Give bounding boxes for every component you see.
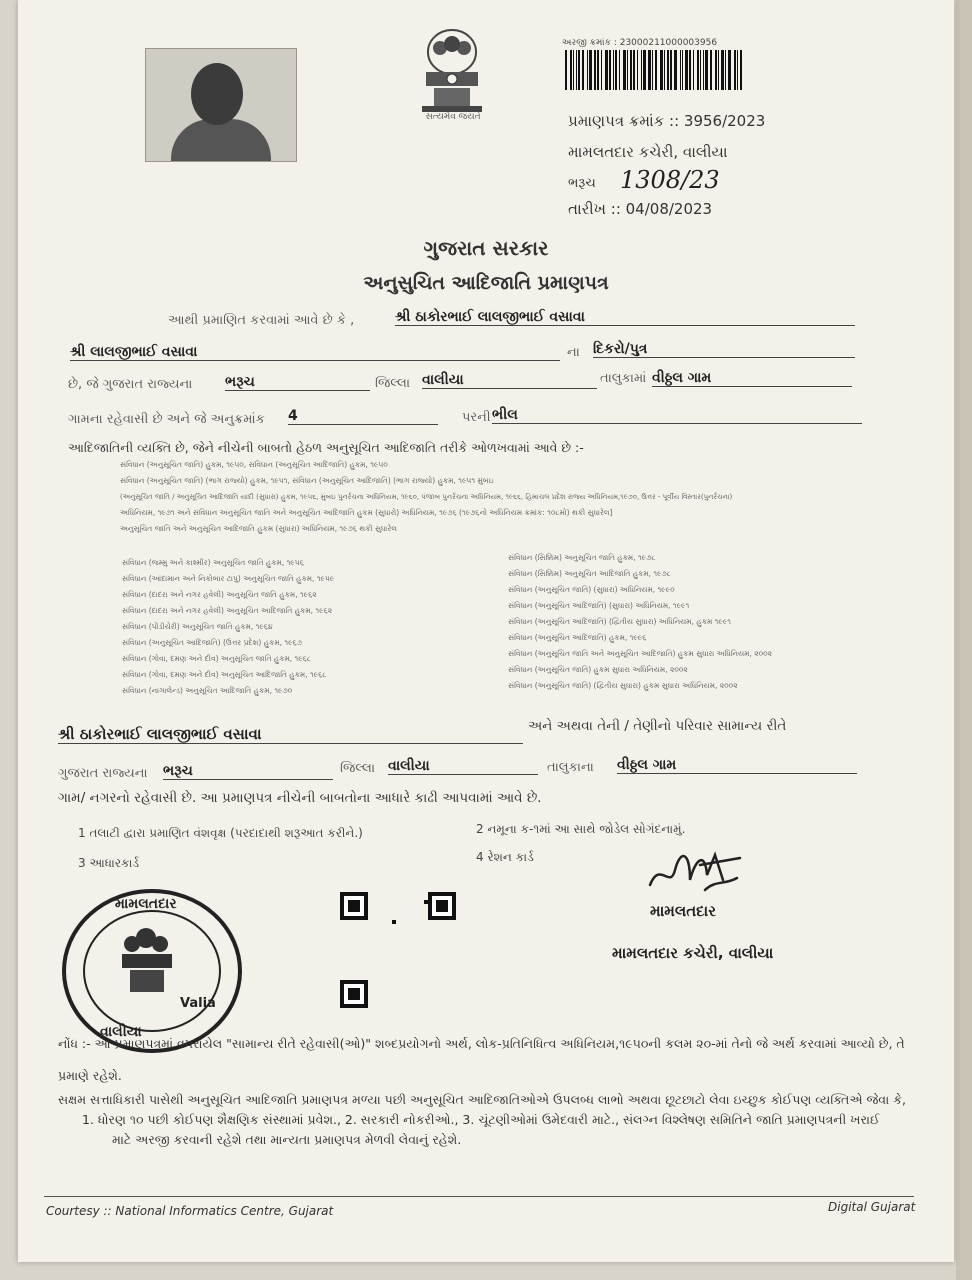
- basis-item: 2 નમૂના ક-૧માં આ સાથે જોડેલ સોગંદનામું.: [476, 822, 686, 836]
- order-item: સંવિધાન (પોંડીચેરી) અનુસૂચિત જાતિ હુકમ, ૧૯૬૪: [122, 622, 273, 631]
- district-value: ભરૂચ: [225, 374, 370, 391]
- order-item: સંવિધાન (અનુસૂચિત આદિજાતિ) (સુધારા) અધિનિયમ, ૧૯૯૧: [508, 601, 690, 610]
- qr-code: [340, 892, 460, 1012]
- background-edge: [956, 0, 972, 1280]
- certificate-date: તારીખ :: 04/08/2023: [568, 200, 713, 218]
- order-item: સંવિધાન (સિક્કિમ) અનુસૂચિત જાતિ હુકમ, ૧૯૭૮: [508, 553, 656, 562]
- order-item: સંવિધાન (અનુસૂચિત આદિજાતિ) (ઉત્તર પ્રદેશ) હુકમ, ૧૯૬૭: [122, 638, 302, 647]
- residence-name: શ્રી ઠાકોરભાઈ લાલજીભાઈ વસાવા: [58, 725, 523, 744]
- orders-left-list: [122, 555, 334, 699]
- stamp-bottom-text: વાલીયા: [100, 1024, 142, 1040]
- order-item: સંવિધાન (અનુસૂચિત જાતિ) (સુધારા) અધિનિયમ, ૧૯૯૦: [508, 585, 675, 594]
- handwritten-number: 1308/23: [620, 166, 720, 194]
- national-emblem-icon: [412, 22, 492, 122]
- note-1b: પ્રમાણે રહેશે.: [58, 1068, 122, 1083]
- footer-divider: [44, 1196, 914, 1197]
- note-2: સક્ષમ સત્તાધિકારી પાસેથી અનુસૂચિત આદિજાતિ પ્રમાણપત્ર મળ્યા પછી અનુસૂચિત આદિજાતિઓએ ઉપલબ્ધ લાભો અથવા છૂટછાટો લેવા ઇચ્છુક કોઈપણ વ્યક્તિએ જેવા કે,: [58, 1092, 906, 1107]
- bharuch-label: ભરૂચ: [568, 176, 596, 191]
- caste-label: પરની: [462, 410, 491, 425]
- order-item: સંવિધાન (નાગાલેન્ડ) અનુસૂચિત આદિજાતિ હુકમ, ૧૯૭૦: [122, 686, 293, 695]
- order-item: સંવિધાન (જમ્મુ અને કાશ્મીર) અનુસૂચિત જાતિ હુકમ, ૧૯૫૬: [122, 558, 304, 567]
- issuing-office: મામલતદાર કચેરી, વાલીયા: [568, 143, 728, 161]
- official-stamp: [60, 886, 245, 1056]
- basis-item: 4 રેશન કાર્ડ: [476, 850, 534, 864]
- order-item: સંવિધાન (આંદામાન અને નિકોબાર ટાપુ) અનુસૂચિત જાતિ હુકમ, ૧૯૫૯: [122, 574, 335, 583]
- fine-print-line: અનુસૂચિત જાતિ અને અનુસૂચિત આદિજાતિ હુકમ (સુધારા) અધિનિયમ, ૧૯૭૬ થકી સુધારેલ: [120, 524, 397, 533]
- note-4: માટે અરજી કરવાની રહેશે તથા માન્યતા પ્રમાણપત્ર મેળવી લેવાનું રહેશે.: [112, 1132, 462, 1147]
- person-name: શ્રી ઠાકોરભાઈ લાલજીભાઈ વસાવા: [395, 309, 855, 326]
- order-item: સંવિધાન (ગોવા, દમણ અને દીવ) અનુસૂચિત આદિજાતિ હુકમ, ૧૯૬૮: [122, 670, 327, 679]
- signatory-office: મામલતદાર કચેરી, વાલીયા: [612, 944, 774, 962]
- emblem-caption: સત્યમેવ જયતે: [425, 112, 481, 122]
- taluka-label: તાલુકામાં: [600, 371, 647, 386]
- residence-district-label: જિલ્લા: [340, 761, 376, 776]
- residence-district: ભરૂચ: [163, 763, 333, 780]
- order-item: સંવિધાન (દાદરા અને નગર હવેલી) અનુસૂચિત જાતિ હુકમ, ૧૯૬૨: [122, 590, 317, 599]
- fine-print-line: અધિનિયમ, ૧૯૭૧ અને સંવિધાન અનુસૂચિત જાતિ અને અનુસૂચિત આદિજાતિ હુકમ (સુધારો) અધિનિયમ, ૧૯૭૬ (૧૯૭૬નો અધિનિયમ ક્રમાંક: ૧૦૮મો) થકી સુધારેલ]: [120, 508, 613, 517]
- note-1: નોંધ :- આ પ્રમાણપત્રમાં વપરાયેલ "સામાન્ય રીતે રહેવાસી(ઓ)" શબ્દપ્રયોગનો અર્થ, લોક-પ્રતિનિધિત્વ અધિનિયમ,૧૯૫૦ની કલમ ૨૦-માં તેનો જે અર્થ કરવામાં આવ્યો છે, તે: [58, 1036, 905, 1051]
- family-text: અને અથવા તેની / તેણીનો પરિવાર સામાન્ય રીતે: [528, 718, 787, 734]
- order-item: સંવિધાન (અનુસૂચિત જાતિ અને અનુસૂચિત આદિજાતિ) હુકમ સુધારા અધિનિયમ, ૨૦૦૨: [508, 649, 773, 658]
- fine-print-line: સંવિધાન (અનુસૂચિત જાતિ) (ભાગ રાજ્યો) હુકમ, ૧૯૫૧, સંવિધાન (અનુસૂચિત આદિજાતિ) (ભાગ રાજ્યો) હુકમ, ૧૯૫૧ મુંબઇ: [120, 476, 494, 485]
- district-label: જિલ્લા: [375, 376, 411, 391]
- certificate-number: પ્રમાણપત્ર ક્રમાંક :: 3956/2023: [568, 112, 766, 130]
- stamp-side-text: Valia: [180, 996, 216, 1011]
- father-name: શ્રી લાલજીભાઈ વસાવા: [70, 344, 560, 361]
- serial-no: 4: [288, 408, 438, 425]
- tribe-text: આદિજાતિની વ્યક્તિ છે, જેને નીચેની બાબતો હેઠળ અનુસૂચિત આદિજાતિ તરીકે ઓળખવામાં આવે છે :-: [68, 440, 584, 455]
- order-item: સંવિધાન (અનુસૂચિત જાતિ) (દ્વિતીય સુધારા) હુકમ સુધારા અધિનિયમ, ૨૦૦૨: [508, 681, 738, 690]
- fine-print-line: સંવિધાન (અનુસૂચિત જાતિ) હુકમ, ૧૯૫૦, સંવિધાન (અનુસૂચિત આદિજાતિ) હુકમ, ૧૯૫૦: [120, 460, 388, 469]
- footer-courtesy: Courtesy :: National Informatics Centre, Gujarat: [46, 1204, 334, 1218]
- certificate-title: અનુસુચિત આદિજાતિ પ્રમાણપત્ર: [363, 272, 609, 294]
- orders-right-list: [508, 550, 772, 694]
- fine-print-line: (અનુસૂચિત જાતિ / અનુસૂચિત આદિજાતિ યાદી (સુધારા) હુકમ, ૧૯૫૬, મુંબઇ પુનર્રચના અધિનિયમ, ૧૯૬૦, પંજાબ પુનર્રચના અધિનિયમ, ૧૯૬૬, હિમાચલ પ્રદેશ રાજ્ય અધિનિયમ,૧૯૭૦, ઉત્તર - પૂર્વીય વિસ્તાર(પુનર્રચના): [120, 493, 733, 501]
- basis-item: 3 આધારકાર્ડ: [78, 856, 140, 870]
- village-value: વીઠ્ઠલ ગામ: [652, 370, 852, 387]
- fine-print-block: [120, 457, 732, 537]
- officer-signature: [645, 840, 745, 900]
- relation: દિકરો/પુત્ર: [593, 341, 855, 358]
- certify-text: આથી પ્રમાણિત કરવામાં આવે છે કે ,: [168, 313, 355, 328]
- order-item: સંવિધાન (ગોવા, દમણ અને દીવ) અનુસૂચિત જાતિ હુકમ, ૧૯૬૮: [122, 654, 311, 663]
- order-item: સંવિધાન (અનુસૂચિત આદિજાતિ) હુકમ, ૧૯૯૬: [508, 633, 647, 642]
- application-serial: અરજી ક્રમાંક : 23000211000003956: [562, 38, 718, 48]
- applicant-photo: [145, 48, 297, 162]
- residence-taluka-label: તાલુકાના: [547, 760, 594, 775]
- order-item: સંવિધાન (સિક્કિમ) અનુસૂચિત આદિજાતિ હુકમ, ૧૯૭૮: [508, 569, 671, 578]
- note-3: 1. ધોરણ ૧૦ પછી કોઈપણ શૈક્ષણિક સંસ્થામાં પ્રવેશ., 2. સરકારી નોકરીઓ., 3. ચૂંટણીઓમાં ઉમેદવારી માટે., સંલગ્ન વિશ્લેષણ સમિતિને જાતિ પ્રમાણપત્રની ખરાઈ: [82, 1112, 880, 1127]
- stamp-top-text: મામલતદાર: [115, 896, 177, 912]
- footer-digital-gujarat: Digital Gujarat: [828, 1200, 916, 1214]
- residence-village: વીઠ્ઠલ ગામ: [617, 757, 857, 774]
- state-label: છે, જે ગુજરાત રાજ્યના: [68, 377, 193, 392]
- residence-state-label: ગુજરાત રાજ્યના: [58, 766, 148, 781]
- order-item: સંવિધાન (અનુસૂચિત જાતિ) હુકમ સુધારા અધિનિયમ, ૨૦૦૨: [508, 665, 688, 674]
- order-item: સંવિધાન (અનુસૂચિત આદિજાતિ) (દ્વિતીય સુધારા) અધિનિયમ, હુકમ ૧૯૯૧: [508, 617, 731, 626]
- of-label: ના: [567, 345, 580, 360]
- barcode: [565, 50, 745, 90]
- government-title: ગુજરાત સરકાર: [423, 236, 549, 260]
- taluka-value: વાલીયા: [422, 372, 597, 389]
- residence-taluka: વાલીયા: [388, 758, 538, 775]
- basis-text: ગામ/ નગરનો રહેવાસી છે. આ પ્રમાણપત્ર નીચેની બાબતોના આધારે કાઢી આપવામાં આવે છે.: [58, 790, 542, 806]
- basis-item: 1 તલાટી દ્વારા પ્રમાણિત વંશવૃક્ષ (પરદાદાથી શરૂઆત કરીને.): [78, 826, 363, 840]
- signatory-title: મામલતદાર: [650, 902, 716, 920]
- order-item: સંવિધાન (દાદરા અને નગર હવેલી) અનુસૂચિત આદિજાતિ હુકમ, ૧૯૬૨: [122, 606, 333, 615]
- resident-label: ગામના રહેવાસી છે અને જે અનુક્રમાંક: [68, 412, 265, 427]
- caste-value: ભીલ: [492, 407, 862, 424]
